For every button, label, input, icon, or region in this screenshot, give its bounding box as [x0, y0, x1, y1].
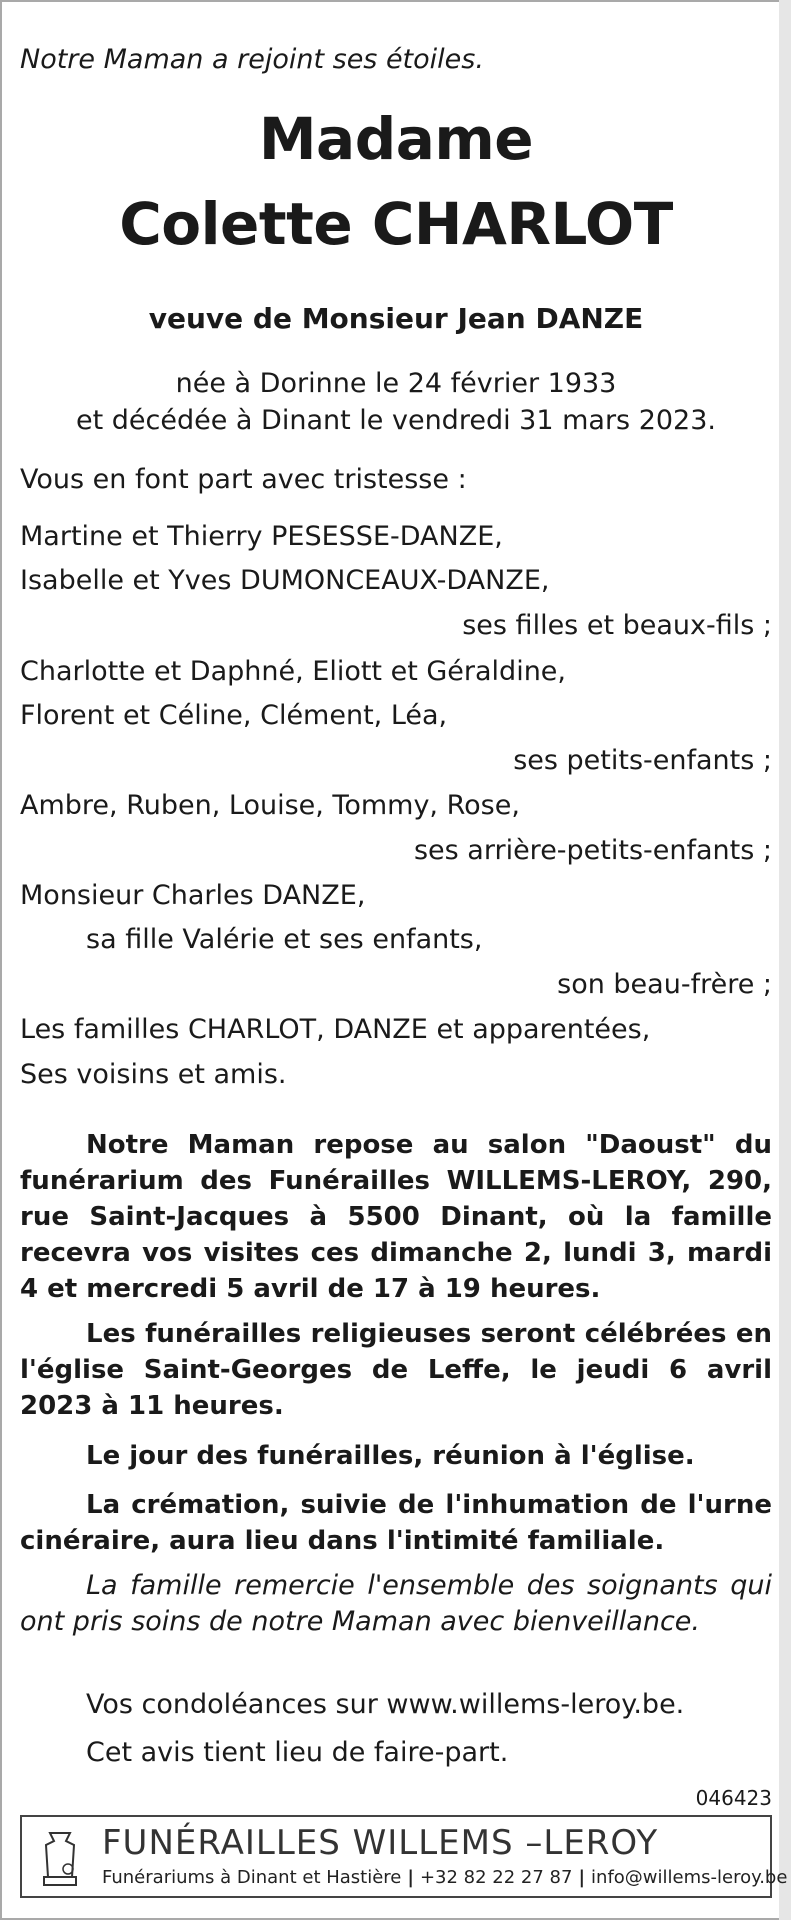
meeting-paragraph: Le jour des funérailles, réunion à l'église. [86, 1441, 695, 1471]
funeral-paragraph: Les funérailles religieuses seront célébrées en l'église Saint-Georges de Leffe, le jeudi 6 avril 2023 à 11 heures. [20, 1319, 772, 1421]
thanks-paragraph: La famille remercie l'ensemble des soignants qui ont pris soins de notre Maman avec bienveillance. [20, 1570, 772, 1637]
reference-number: 046423 [695, 1786, 772, 1810]
funeral-home-footer [20, 1815, 788, 1898]
funeral-home-brand: FUNÉRAILLES WILLEMS –LEROY [102, 1823, 659, 1863]
phone-text: +32 82 22 27 87 [419, 1867, 573, 1888]
family-relation: ses arrière-petits-enfants ; [413, 835, 772, 866]
salon-paragraph: Notre Maman repose au salon "Daoust" du funérarium des Funérailles WILLEMS-LEROY, 290, rue Saint-Jacques à 5500 Dinant, où la famille recevra vos visites ces dimanche 2, lundi 3, mardi 4 et mercredi 5 avril de 17 à 19 heures. [20, 1130, 772, 1304]
locations-text: Funérariums à Dinant et Hastière [102, 1867, 402, 1888]
family-intro: Vous en font part avec tristesse : [20, 464, 467, 495]
family-line: Martine et Thierry PESESSE-DANZE, [20, 521, 503, 552]
family-line: Ses voisins et amis. [20, 1059, 287, 1090]
cremation-paragraph: La crémation, suivie de l'inhumation de l'urne cinéraire, aura lieu dans l'intimité familiale. [20, 1490, 772, 1556]
family-line: Isabelle et Yves DUMONCEAUX-DANZE, [20, 565, 550, 596]
urn-icon [40, 1827, 80, 1889]
family-line: Les familles CHARLOT, DANZE et apparentées, [20, 1014, 651, 1045]
title-line-2: Colette CHARLOT [119, 190, 673, 258]
notice-line: Cet avis tient lieu de faire-part. [86, 1737, 509, 1768]
right-margin-strip [779, 0, 791, 1920]
intro-line: Notre Maman a rejoint ses étoiles. [20, 44, 484, 75]
family-line: Monsieur Charles DANZE, [20, 880, 366, 911]
title-line-1: Madame [258, 105, 534, 173]
family-relation: ses petits-enfants ; [513, 745, 772, 776]
family-relation: son beau-frère ; [557, 969, 772, 1000]
widow-line: veuve de Monsieur Jean DANZE [148, 302, 644, 335]
condolences-line: Vos condoléances sur www.willems-leroy.be. [86, 1689, 685, 1720]
family-line: sa fille Valérie et ses enfants, [86, 924, 483, 955]
family-line: Florent et Céline, Clément, Léa, [20, 700, 448, 731]
family-relation: ses filles et beaux-fils ; [462, 610, 772, 641]
separator: | [578, 1867, 586, 1888]
birth-line: née à Dorinne le 24 février 1933 [175, 368, 617, 399]
separator: | [407, 1867, 414, 1888]
email-link[interactable]: info@willems-leroy.be [591, 1867, 788, 1888]
family-line: Ambre, Ruben, Louise, Tommy, Rose, [20, 790, 520, 821]
death-line: et décédée à Dinant le vendredi 31 mars 2023. [76, 405, 716, 436]
funeral-home-contact [102, 1867, 787, 1888]
family-line: Charlotte et Daphné, Eliott et Géraldine, [20, 656, 566, 687]
